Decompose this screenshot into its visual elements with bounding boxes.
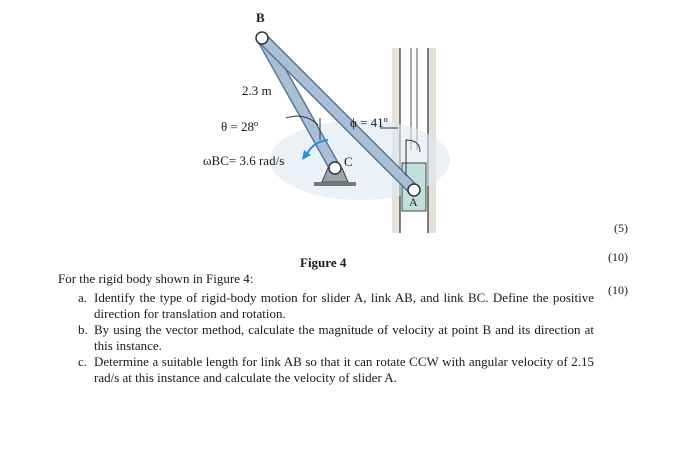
- pin-b: [256, 32, 268, 44]
- mark-part-b: (10): [608, 250, 628, 264]
- question-item-b: [78, 322, 594, 354]
- pin-c: [329, 162, 341, 174]
- label-phi: ϕ = 41º: [350, 115, 388, 130]
- label-omega-bc: ωBC= 3.6 rad/s: [203, 153, 285, 168]
- figure-caption: Figure 4: [300, 255, 347, 270]
- item-label: a.: [78, 290, 88, 305]
- label-c: C: [344, 154, 353, 169]
- item-text: By using the vector method, calculate the magnitude of velocity at point B and its direction at this instance.: [94, 322, 594, 353]
- label-b: B: [256, 10, 265, 25]
- item-label: b.: [78, 322, 88, 337]
- question-item-c: [78, 354, 594, 386]
- mark-part-a: (5): [614, 221, 628, 235]
- label-a: A: [409, 195, 418, 209]
- question-intro: For the rigid body shown in Figure 4:: [58, 271, 254, 286]
- item-text: Identify the type of rigid-body motion for slider A, link AB, and link BC. Define the positive direction for translation and rotation.: [94, 290, 594, 321]
- label-length-ab: 2.3 m: [242, 83, 272, 98]
- item-label: c.: [78, 354, 88, 369]
- mark-part-c: (10): [608, 283, 628, 297]
- item-text: Determine a suitable length for link AB so that it can rotate CCW with angular velocity of 2.15 rad/s at this instance and calculate the velocity of slider A.: [94, 354, 594, 385]
- question-item-a: [78, 290, 594, 322]
- label-theta: θ = 28º: [221, 119, 259, 134]
